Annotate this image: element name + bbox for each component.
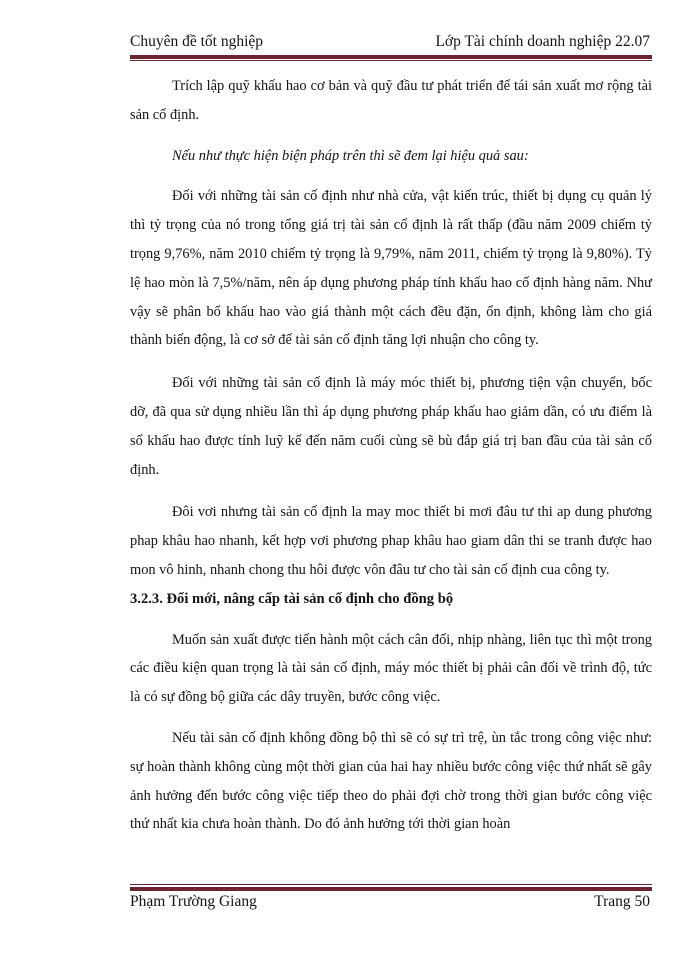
page-body	[130, 72, 652, 839]
paragraph-1: Trích lập quỹ khấu hao cơ bản và quỹ đầu tư phát triển để tái sản xuất mơ rộng tài sản cố định.	[130, 78, 652, 123]
header-rule-thin	[130, 60, 652, 61]
header-course-title: Chuyên đề tốt nghiệp	[130, 33, 264, 50]
header-class-name: Lớp Tài chính doanh nghiệp 22.07	[435, 33, 650, 50]
section-heading: 3.2.3. Đổi mới, nâng cấp tài sản cố định cho đồng bộ	[130, 590, 454, 607]
paragraph-3: Đối với những tài sản cố định như nhà cửa, vật kiến trúc, thiết bị dụng cụ quản lý thì tỷ trọng của nó trong tổng giá trị tài sản cố định là rất thấp (đầu năm 2009 chiếm tỷ trọng 9,76%, năm 2010 chiếm tỷ trọng là 9,79%, năm 2011, chiếm tỷ trọng là 9,80%). Tỷ lệ hao mòn là 7,5%/năm, nên áp dụng phương pháp tính khấu hao cố định hàng năm. Như vậy sẽ phân bổ khấu hao vào giá thành một cách đều đặn, ổn định, không làm cho giá thành biến động, là cơ sở để tài sản cố định tăng lợi nhuận cho công ty.	[130, 188, 652, 349]
paragraph-6: Muốn sản xuất được tiến hành một cách cân đối, nhịp nhàng, liên tục thì một trong các điều kiện quan trọng là tài sản cố định, máy móc thiết bị phải cân đối về trình độ, tức là có sự đồng bộ giữa các dây truyền, bước công việc.	[130, 631, 652, 706]
paragraph-7: Nếu tài sản cố định không đồng bộ thì sẽ có sự trì trệ, ùn tắc trong công việc như: sự hoàn thành không cùng một thời gian của hai hay nhiều bước công việc thứ nhất sẽ gây ảnh hưởng đến bước công việc tiếp theo do phải đợi chờ trong thời gian bước công việc thứ nhất kia chưa hoàn thành. Do đó ảnh hưởng tới thời gian hoàn	[130, 729, 652, 833]
paragraph-2-italic: Nếu như thực hiện biện pháp trên thì sẽ đem lại hiệu quả sau:	[172, 147, 529, 164]
footer-page-number: Trang 50	[594, 893, 650, 910]
footer-rule-thin	[130, 884, 652, 885]
page-header	[130, 33, 650, 55]
page-footer	[130, 893, 650, 915]
footer-rule-thick	[130, 887, 652, 891]
header-rule-thick	[130, 55, 652, 59]
paragraph-4: Đối với những tài sản cố định là máy móc thiết bị, phương tiện vận chuyển, bốc dỡ, đã qua sử dụng nhiều lần thì áp dụng phương pháp khấu hao giảm dần, có ưu điểm là số khấu hao được tính luỹ kế đến năm cuối cùng sẽ bù đắp giá trị ban đầu của tài sản cố định.	[130, 375, 652, 478]
footer-author: Phạm Trường Giang	[130, 893, 257, 910]
paragraph-5: Đôi vơi nhưng tài sản cố định la may moc thiết bi mơi đâu tư thi ap dung phương phap khâu hao nhanh, kết hợp vơi phương phap khâu hao giam dân thi se tranh được hao mon vô hinh, nhanh chong thu hôi được vôn đâu tư cho tài sản cố định cua công ty.	[130, 504, 652, 578]
